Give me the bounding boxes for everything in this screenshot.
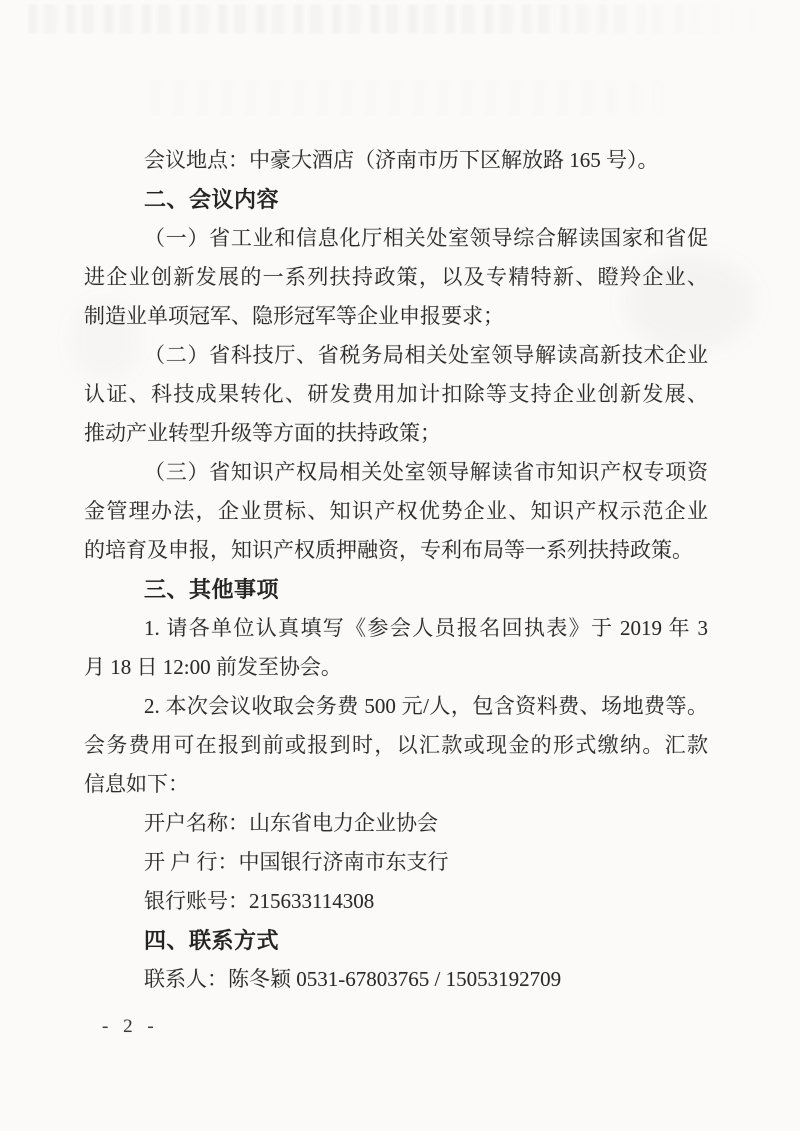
scan-artifact-mid-bleed xyxy=(150,80,695,116)
paragraph-account-name: 开户名称：山东省电力企业协会 xyxy=(144,811,438,835)
section-heading-meeting-content: 二、会议内容 xyxy=(144,187,280,212)
text-line: 金管理办法，企业贯标、知识产权优势企业、知识产权示范企业 xyxy=(84,499,708,523)
text-line: （三）省知识产权局相关处室领导解读省市知识产权专项资 xyxy=(144,460,708,484)
section-heading-other-items: 三、其他事项 xyxy=(144,577,280,602)
text-line: 进企业创新发展的一系列扶持政策，以及专精特新、瞪羚企业、 xyxy=(84,265,708,289)
paragraph-contact-person: 联系人：陈冬颖 0531-67803765 / 15053192709 xyxy=(144,967,562,991)
paragraph-meeting-location: 会议地点：中豪大酒店（济南市历下区解放路 165 号）。 xyxy=(144,148,659,172)
paragraph-registration xyxy=(84,609,708,687)
text-line: （二）省科技厅、省税务局相关处室领导解读高新技术企业 xyxy=(144,343,708,367)
paragraph-topic-1 xyxy=(84,219,708,336)
page-number: - 2 - xyxy=(102,1016,159,1037)
text-line: 认证、科技成果转化、研发费用加计扣除等支持企业创新发展、 xyxy=(84,382,708,406)
paragraph-bank-name: 开 户 行：中国银行济南市东支行 xyxy=(144,850,449,874)
text-line: 制造业单项冠军、隐形冠军等企业申报要求； xyxy=(84,304,504,328)
text-line: 推动产业转型升级等方面的扶持政策； xyxy=(84,421,441,445)
scan-artifact-top-bleed xyxy=(28,4,770,34)
text-line: 会务费用可在报到前或报到时，以汇款或现金的形式缴纳。汇款 xyxy=(84,733,708,757)
text-line: 1. 请各单位认真填写《参会人员报名回执表》于 2019 年 3 xyxy=(144,616,708,640)
paragraph-topic-3 xyxy=(84,453,708,570)
text-line: 的培育及申报，知识产权质押融资，专利布局等一系列扶持政策。 xyxy=(84,538,693,562)
paragraph-topic-2 xyxy=(84,336,708,453)
text-line: （一）省工业和信息化厅相关处室领导综合解读国家和省促 xyxy=(144,226,708,250)
document-content xyxy=(84,141,708,999)
text-line: 月 18 日 12:00 前发至协会。 xyxy=(84,655,342,679)
text-line: 信息如下： xyxy=(84,772,189,796)
text-line: 2. 本次会议收取会务费 500 元/人，包含资料费、场地费等。 xyxy=(144,694,708,718)
paragraph-fee xyxy=(84,687,708,804)
paragraph-account-number: 银行账号：215633114308 xyxy=(144,889,375,913)
section-heading-contact: 四、联系方式 xyxy=(144,928,280,953)
